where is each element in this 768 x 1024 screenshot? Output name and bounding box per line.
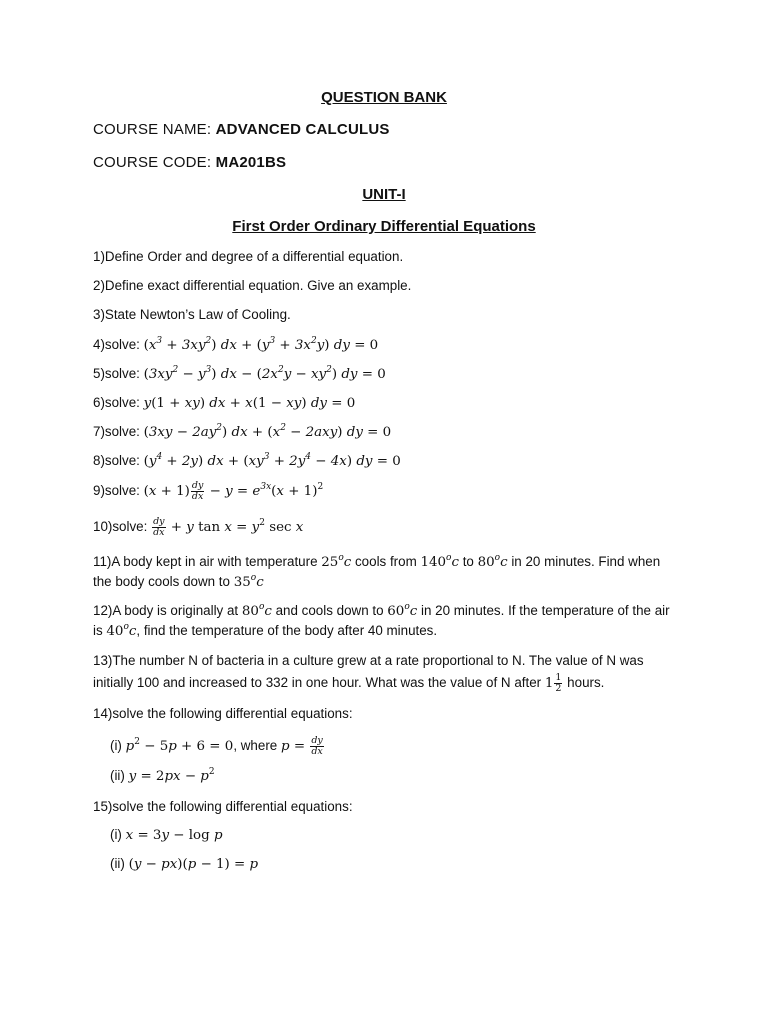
question-14-part-ii: (ii) $y = 2px - p^2$ [110,767,215,784]
dy-dx-fraction: $\frac{dy}{dx}$ [191,480,204,502]
question-4-prefix: 4)solve: [93,337,140,352]
question-1: 1)Define Order and degree of a differential equation. [93,249,404,264]
dy-dx-fraction: $\frac{dy}{dx}$ [311,735,323,757]
question-8 [93,451,401,471]
question-7-prefix: 7)solve: [93,424,140,439]
course-name-value: ADVANCED CALCULUS [215,121,390,138]
question-10 [93,517,303,538]
question-4-equation: $(x^3 + 3xy^2)$ dx + $(y^3 + 3x^2y)$ dy = 0 [143,336,379,353]
question-8-prefix: 8)solve: [93,453,140,468]
question-14: 14)solve the following differential equations: [93,706,353,721]
question-9-prefix: 9)solve: [93,483,140,498]
course-name [93,121,390,138]
course-code-label: COURSE CODE: [93,154,212,171]
page-title: QUESTION BANK [321,89,447,106]
course-code [93,154,286,171]
question-7-equation: $(3xy - 2ay^2)$ dx + $(x^2 - 2axy)$ dy = 0 [143,423,392,440]
question-6-prefix: 6)solve: [93,395,140,410]
question-15-part-ii: (ii) (y − px)(p − 1) = p [110,856,259,872]
course-code-value: MA201BS [215,154,287,171]
question-14-part-i: (i) $p^2 - 5p + 6 = 0$, where p = $\frac{dy}{dx}$ [110,735,323,757]
question-9 [93,481,323,502]
question-12: 12)A body is originally at 80$^o$c and cools down to 60$^o$c in 20 minutes. If the temperature of the air is 40$^o$c, find the temperature of the body after 40 minutes. [93,602,670,639]
topic-heading: First Order Ordinary Differential Equations [232,218,536,235]
question-6-equation: y(1 + xy) dx + x(1 − xy) dy = 0 [143,396,356,411]
one-half-fraction: $\frac{1}{2}$ [555,672,562,694]
question-5-prefix: 5)solve: [93,366,140,381]
question-13: 13)The number N of bacteria in a culture grew at a rate proportional to N. The value of N was initially 100 and increased to 332 in one hour. What was the value of N after 1 $\frac{1}{2}$ hours. [93,653,644,694]
question-10-prefix: 10)solve: [93,519,148,534]
question-9-equation: (x + 1) $\frac{dy}{dx}$ − $y = e^{3x}(x + 1)^2$ [143,480,324,502]
dy-dx-fraction: $\frac{dy}{dx}$ [153,516,165,538]
question-8-equation: $(y^4 + 2y)$ dx + $(xy^3 + 2y^4 - 4x)$ dy = 0 [143,452,401,469]
question-10-equation: $\frac{dy}{dx}$ + y $\tan x = y^2$ sec x [153,516,304,538]
question-5-equation: $(3xy^2 - y^3)$ dx − $(2x^2y - xy^2)$ dy = 0 [143,365,386,382]
question-15: 15)solve the following differential equations: [93,799,353,814]
question-3: 3)State Newton’s Law of Cooling. [93,307,291,322]
unit-heading: UNIT-I [362,186,406,203]
question-11: 11)A body kept in air with temperature 25$^o$c cools from 140$^o$c to 80$^o$c in 20 minutes. Find when the body cools down to 35$^o$c [93,553,661,590]
question-5 [93,364,386,384]
course-name-label: COURSE NAME: [93,121,212,138]
question-2: 2)Define exact differential equation. Give an example. [93,278,412,293]
question-15-part-i: (i) x = 3y − log p [110,827,223,843]
question-4 [93,335,378,355]
question-6 [93,393,355,413]
question-7 [93,422,391,442]
